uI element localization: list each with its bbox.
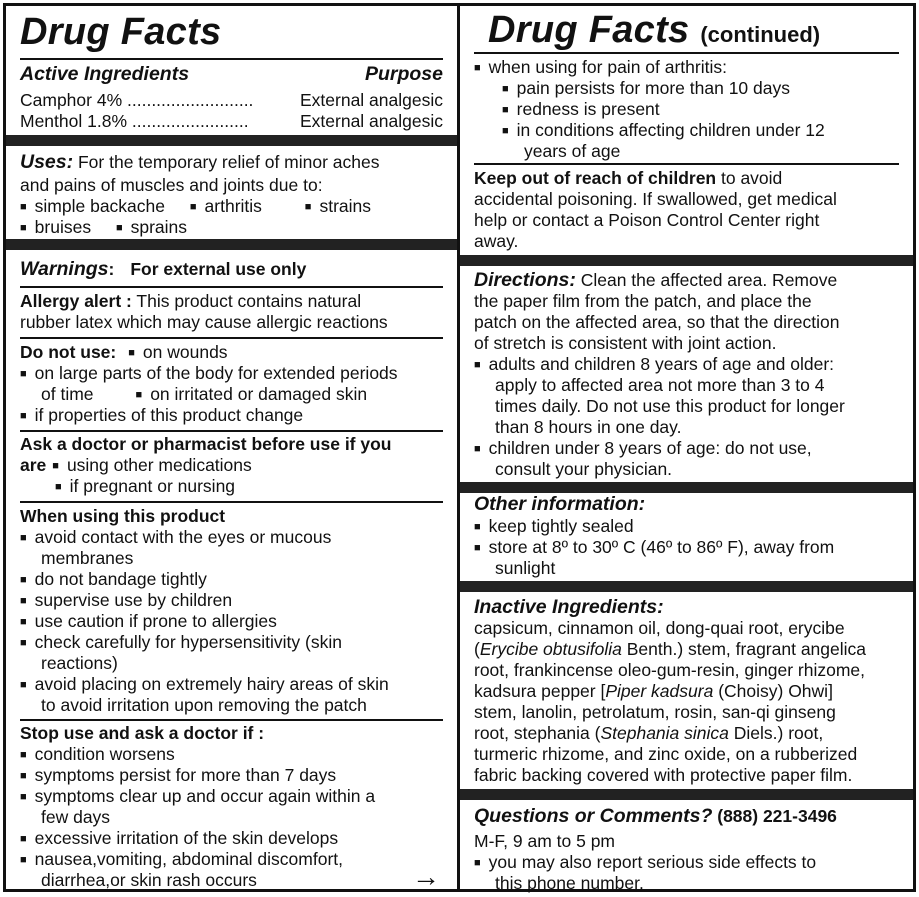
inactive-ingredients-heading: Inactive Ingredients: xyxy=(474,596,664,618)
keep-out-text: away. xyxy=(474,231,519,251)
keep-out-heading: Keep out of reach of children xyxy=(474,168,717,188)
ingredient-leader: ........................ xyxy=(127,111,249,131)
inactive-text: (Choisy) Ohwi] xyxy=(713,681,833,701)
questions-heading: Questions or Comments? xyxy=(474,805,713,827)
other-info-item: ■ keep tightly sealed xyxy=(474,516,634,540)
ask-doctor-heading: Ask a doctor or pharmacist before use if you xyxy=(20,434,392,454)
when-using-item: ■ avoid placing on extremely hairy areas of skin xyxy=(20,674,389,698)
when-using-text: membranes xyxy=(41,548,134,568)
donotuse-item: ■ if properties of this product change xyxy=(20,405,303,429)
uses-item: ■ arthritis xyxy=(190,196,262,216)
arthritis-item: ■ when using for pain of arthritis: xyxy=(474,57,727,81)
other-info-heading: Other information: xyxy=(474,493,646,515)
directions-line xyxy=(474,270,837,291)
uses-text: and pains of muscles and joints due to: xyxy=(20,175,323,195)
inactive-line xyxy=(474,744,857,765)
arthritis-text: years of age xyxy=(524,141,621,161)
keep-out-text: help or contact a Poison Control Center right xyxy=(474,210,820,230)
directions-item: ■ adults and children 8 years of age and older: xyxy=(474,354,834,378)
section-bar xyxy=(6,239,457,250)
drug-facts-title: Drug Facts xyxy=(488,9,690,51)
inactive-line xyxy=(474,702,836,723)
questions-line xyxy=(474,806,837,827)
stop-use-item: ■ condition worsens xyxy=(20,744,175,768)
other-info-text: sunlight xyxy=(495,558,556,578)
inactive-line xyxy=(474,618,845,639)
stop-use-colon: : xyxy=(253,723,265,743)
when-using-heading: When using this product xyxy=(20,506,226,526)
divider xyxy=(20,501,443,503)
inactive-text: ( xyxy=(474,639,480,659)
report-text: this phone number. xyxy=(495,873,644,893)
stop-use-item: ■ symptoms persist for more than 7 days xyxy=(20,765,336,789)
inactive-line xyxy=(474,765,852,786)
allergy-text: rubber latex which may cause allergic reactions xyxy=(20,312,388,332)
ingredient-leader: .......................... xyxy=(122,90,254,110)
donotuse-item: ■ on large parts of the body for extended periods xyxy=(20,363,398,387)
report-item: ■ you may also report serious side effects to xyxy=(474,852,816,876)
uses-list-row xyxy=(20,196,371,220)
arthritis-subitem: ■ in conditions affecting children under 12 xyxy=(502,120,825,144)
arthritis-subitem: ■ redness is present xyxy=(502,99,660,123)
uses-heading: Uses: xyxy=(20,151,74,173)
hours-text: M-F, 9 am to 5 pm xyxy=(474,831,616,851)
uses-item: ■ strains xyxy=(305,196,371,216)
donotuse-item: ■ on irritated or damaged skin xyxy=(136,384,368,404)
inactive-latin-name: Piper kadsura xyxy=(605,681,714,701)
section-bar xyxy=(460,789,913,800)
directions-text: patch on the affected area, so that the direction xyxy=(474,312,840,332)
other-info-item: ■ store at 8º to 30º C (46º to 86º F), away from xyxy=(474,537,834,561)
allergy-label: Allergy alert : xyxy=(20,291,132,311)
uses-item: ■ bruises xyxy=(20,217,91,237)
inactive-text: Diels.) root, xyxy=(728,723,824,743)
when-using-text: to avoid irritation upon removing the patch xyxy=(41,695,367,715)
inactive-text: kadsura pepper [ xyxy=(474,681,606,701)
keep-out-line xyxy=(474,168,782,189)
warnings-heading: Warnings xyxy=(20,258,109,280)
ingredient-name: Menthol 1.8% xyxy=(20,111,128,131)
keep-out-text: accidental poisoning. If swallowed, get medical xyxy=(474,189,837,209)
arthritis-subitem: ■ pain persists for more than 10 days xyxy=(502,78,790,102)
stop-use-heading: Stop use and ask a doctor if xyxy=(20,723,254,743)
donotuse-text: of time xyxy=(41,384,94,404)
when-using-text: reactions) xyxy=(41,653,118,673)
inactive-text: Benth.) stem, fragrant angelica xyxy=(621,639,867,659)
stop-use-item: ■ symptoms clear up and occur again within a xyxy=(20,786,375,810)
warnings-subheading: For external use only xyxy=(130,259,307,279)
drug-facts-left-panel xyxy=(3,3,460,892)
donotuse-line xyxy=(41,384,367,408)
stop-use-item: ■ excessive irritation of the skin develops xyxy=(20,828,338,852)
inactive-text: root, stephania ( xyxy=(474,723,601,743)
directions-text: the paper film from the patch, and place the xyxy=(474,291,812,311)
stop-use-text: few days xyxy=(41,807,111,827)
uses-text: For the temporary relief of minor aches xyxy=(73,152,380,172)
directions-text: of stretch is consistent with joint action. xyxy=(474,333,777,353)
uses-line xyxy=(20,152,380,173)
section-bar xyxy=(460,482,913,493)
directions-item: ■ children under 8 years of age: do not use, xyxy=(474,438,812,462)
stop-use-item: ■ nausea,vomiting, abdominal discomfort, xyxy=(20,849,343,873)
directions-text: than 8 hours in one day. xyxy=(495,417,682,437)
drug-facts-continued-title xyxy=(488,8,820,57)
phone-number: (888) 221-3496 xyxy=(712,806,837,826)
divider xyxy=(20,58,443,60)
divider xyxy=(20,337,443,339)
inactive-line xyxy=(474,660,865,681)
inactive-line xyxy=(474,681,833,702)
section-bar xyxy=(460,255,913,266)
inactive-text: turmeric rhizome, and zinc oxide, on a rubberized xyxy=(474,744,858,764)
uses-item: ■ simple backache xyxy=(20,196,165,216)
donotuse-line xyxy=(20,342,228,366)
inactive-text: root, frankincense oleo-gum-resin, ginger rhizome, xyxy=(474,660,866,680)
ingredient-name: Camphor 4% xyxy=(20,90,123,110)
inactive-text: fabric backing covered with protective paper film. xyxy=(474,765,853,785)
inactive-text: capsicum, cinnamon oil, dong-quai root, erycibe xyxy=(474,618,845,638)
donotuse-label: Do not use: xyxy=(20,342,117,362)
when-using-item: ■ use caution if prone to allergies xyxy=(20,611,277,635)
donotuse-item: ■ on wounds xyxy=(128,342,227,362)
drug-facts-right-panel xyxy=(457,3,916,892)
ingredient-row xyxy=(20,90,443,111)
directions-text: times daily. Do not use this product for longer xyxy=(495,396,845,416)
ingredient-purpose: External analgesic xyxy=(300,111,443,131)
divider xyxy=(474,163,899,165)
directions-text: Clean the affected area. Remove xyxy=(575,270,838,290)
section-bar xyxy=(6,135,457,146)
uses-list-row xyxy=(20,217,187,241)
continue-arrow-icon: → xyxy=(412,861,440,892)
stop-use-text: diarrhea,or skin rash occurs xyxy=(41,870,257,890)
ask-doctor-line xyxy=(20,455,252,479)
allergy-line xyxy=(20,291,361,312)
when-using-item: ■ supervise use by children xyxy=(20,590,232,614)
when-using-item: ■ check carefully for hypersensitivity (skin xyxy=(20,632,342,656)
ingredient-row xyxy=(20,111,443,132)
inactive-latin-name: Erycibe obtusifolia xyxy=(479,639,622,659)
ask-doctor-are: are xyxy=(20,455,47,475)
divider xyxy=(20,719,443,721)
inactive-line xyxy=(474,723,823,744)
warnings-colon: : xyxy=(108,259,115,279)
active-ingredients-header xyxy=(20,64,443,85)
allergy-text: This product contains natural xyxy=(131,291,362,311)
warnings-line xyxy=(20,259,306,280)
ingredient-purpose: External analgesic xyxy=(300,90,443,110)
active-ingredients-heading: Active Ingredients xyxy=(20,63,190,85)
directions-heading: Directions: xyxy=(474,269,576,291)
keep-out-text: to avoid xyxy=(716,168,783,188)
when-using-item: ■ avoid contact with the eyes or mucous xyxy=(20,527,331,551)
divider xyxy=(20,430,443,432)
inactive-text: stem, lanolin, petrolatum, rosin, san-qi ginseng xyxy=(474,702,836,722)
divider xyxy=(20,286,443,288)
section-bar xyxy=(460,581,913,592)
ask-doctor-item: ■ if pregnant or nursing xyxy=(55,476,235,500)
drug-facts-title: Drug Facts xyxy=(20,11,222,53)
continued-label: (continued) xyxy=(700,22,821,47)
directions-text: apply to affected area not more than 3 to 4 xyxy=(495,375,825,395)
inactive-line xyxy=(474,639,866,660)
directions-text: consult your physician. xyxy=(495,459,673,479)
when-using-item: ■ do not bandage tightly xyxy=(20,569,207,593)
purpose-heading: Purpose xyxy=(364,63,443,85)
uses-item: ■ sprains xyxy=(116,217,187,237)
ask-doctor-item: ■ using other medications xyxy=(52,455,251,475)
inactive-latin-name: Stephania sinica xyxy=(600,723,729,743)
divider xyxy=(474,52,899,54)
stop-use-line xyxy=(20,723,264,744)
